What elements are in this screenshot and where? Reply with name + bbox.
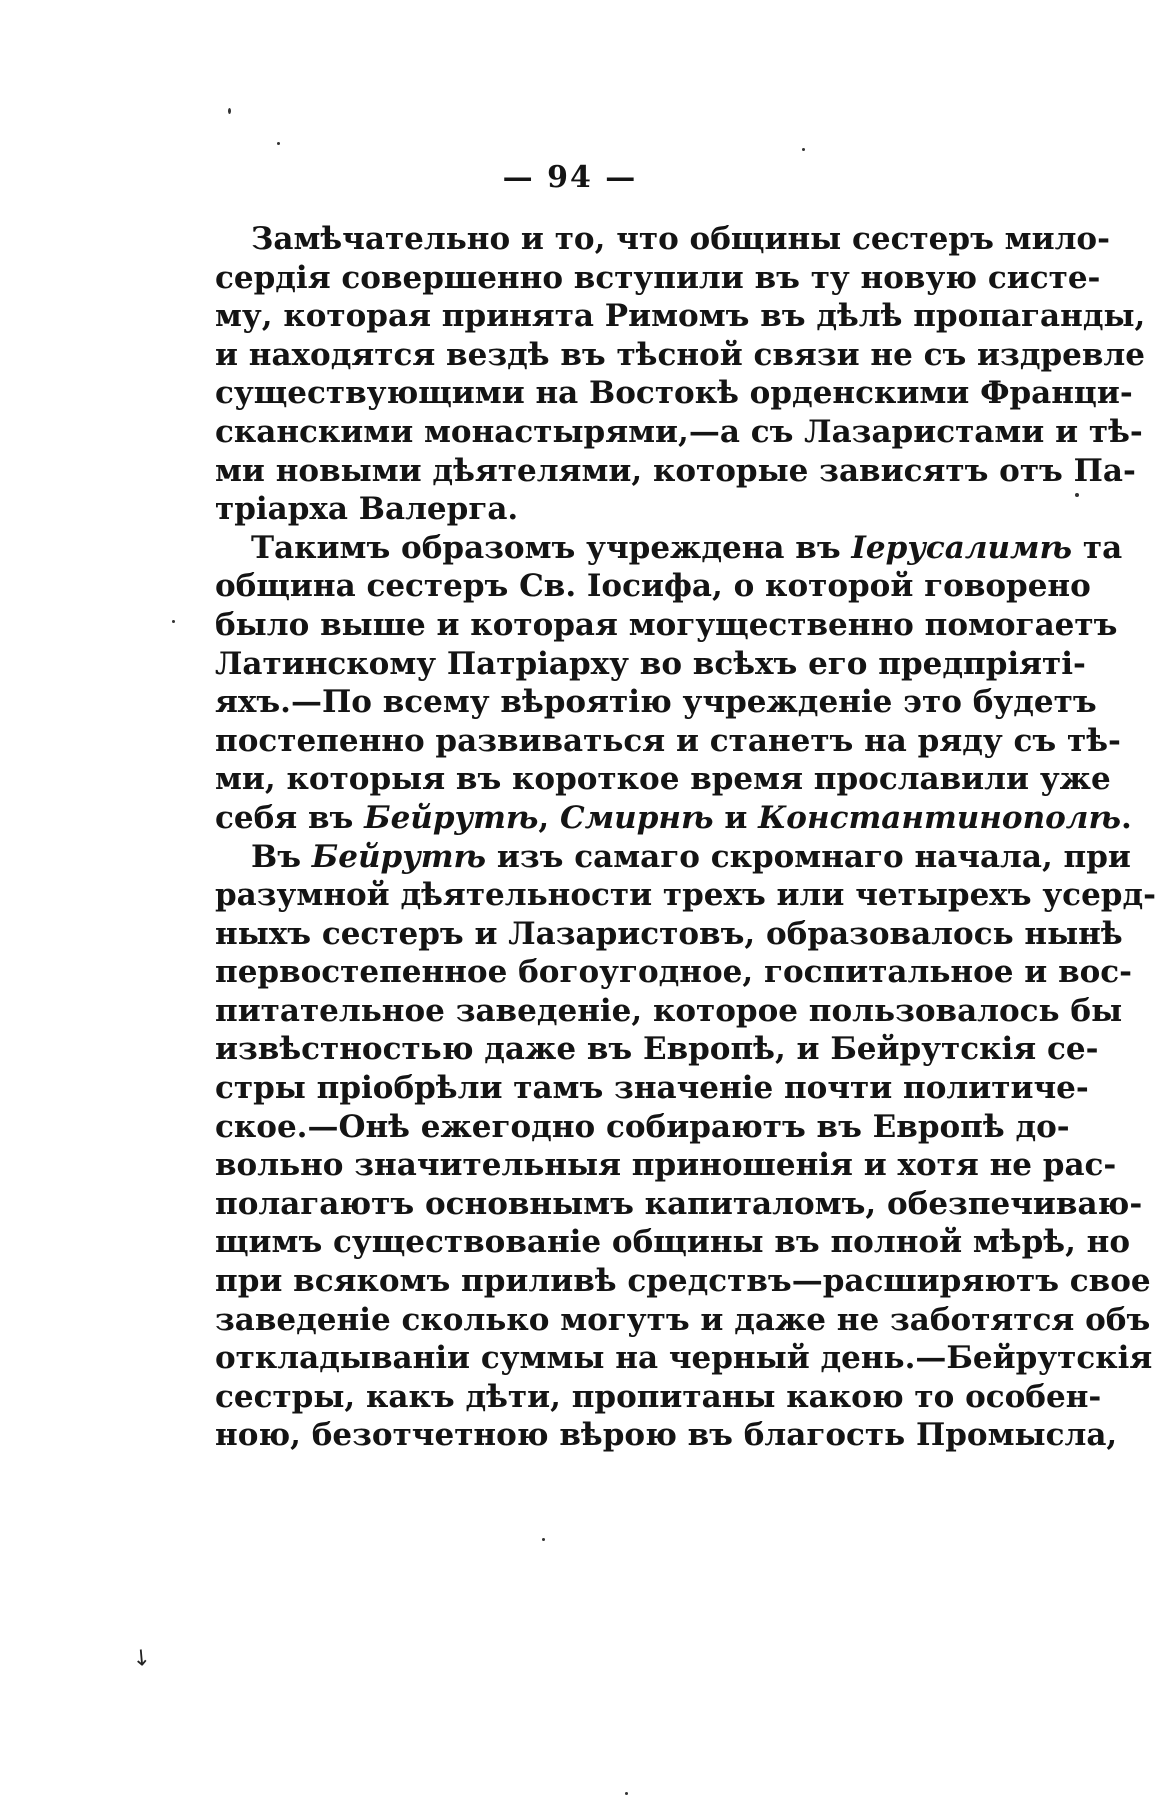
text-line: Замѣчательно и то, что общины сестеръ мило- — [251, 221, 1110, 257]
text-fragment: та — [1072, 529, 1123, 566]
text-line: ми новыми дѣятелями, которые зависятъ отъ Па- — [215, 452, 1136, 489]
scan-speck — [228, 108, 231, 114]
text-line: заведеніе сколько могутъ и даже не заботятся объ — [215, 1301, 1151, 1338]
body-text — [215, 220, 1156, 1455]
scan-speck — [277, 142, 280, 145]
text-line: при всякомъ приливѣ средствъ—расширяютъ свое — [215, 1263, 1151, 1300]
text-fragment: Такимъ образомъ учреждена въ — [251, 529, 852, 566]
text-line: община сестеръ Св. Іосифа, о которой говорено — [215, 568, 1091, 605]
text-line: ною, безотчетною вѣрою въ благость Промысла, — [215, 1417, 1118, 1454]
text-line: сестры, какъ дѣти, пропитаны какою то особен- — [215, 1378, 1102, 1415]
text-line: было выше и которая могущественно помогаетъ — [215, 606, 1118, 643]
text-line: питательное заведеніе, которое пользовалось бы — [215, 992, 1123, 1029]
italic-place-name: Бейрутѣ — [364, 799, 539, 836]
page-number: — 94 — — [502, 160, 638, 195]
text-line: щимъ существованіе общины въ полной мѣрѣ, но — [215, 1224, 1131, 1261]
italic-place-name: Константинополѣ — [758, 799, 1122, 836]
paragraph-2 — [215, 529, 1132, 838]
text-fragment: и — [713, 799, 759, 836]
text-line — [215, 838, 1131, 877]
text-line: яхъ.—По всему вѣроятію учрежденіе это будетъ — [215, 684, 1097, 721]
text-line: Латинскому Патріарху во всѣхъ его предпріяті- — [215, 645, 1086, 682]
text-fragment: . — [1121, 799, 1132, 836]
text-fragment: изъ самаго скромнаго начала, при — [486, 838, 1131, 875]
text-line: ныхъ сестеръ и Лазаристовъ, образовалось нынѣ — [215, 915, 1123, 952]
text-line: му, которая принята Римомъ въ дѣлѣ пропаганды, — [215, 298, 1146, 335]
paragraph-1 — [215, 220, 1146, 529]
scan-mark: ↘ — [126, 1641, 157, 1674]
text-line: сканскими монастырями,—а съ Лазаристами и тѣ- — [215, 413, 1143, 450]
text-fragment: , — [538, 799, 561, 836]
scan-speck — [542, 1538, 545, 1541]
text-line: вольно значительныя приношенія и хотя не рас- — [215, 1147, 1117, 1184]
text-line: и находятся вездѣ въ тѣсной связи не съ издревле — [215, 336, 1145, 373]
scan-speck — [1075, 493, 1079, 497]
text-line: постепенно развиваться и станетъ на ряду съ тѣ- — [215, 722, 1121, 759]
text-line: стры пріобрѣли тамъ значеніе почти политиче- — [215, 1070, 1089, 1107]
scan-speck — [802, 148, 805, 151]
italic-place-name: Іерусалимѣ — [851, 529, 1073, 566]
paragraph-3 — [215, 838, 1156, 1456]
text-line: полагаютъ основнымъ капиталомъ, обезпечиваю- — [215, 1185, 1143, 1222]
text-line — [215, 799, 1132, 838]
scan-speck — [172, 620, 175, 623]
italic-place-name: Смирнѣ — [560, 799, 714, 836]
text-line: тріарха Валерга. — [215, 491, 519, 528]
text-line: существующими на Востокѣ орденскими Франци- — [215, 375, 1133, 412]
text-line: ское.—Онѣ ежегодно собираютъ въ Европѣ до- — [215, 1108, 1070, 1145]
text-line: ми, которыя въ короткое время прославили уже — [215, 761, 1111, 798]
text-line: разумной дѣятельности трехъ или четырехъ усерд- — [215, 877, 1156, 914]
italic-place-name: Бейрутѣ — [311, 838, 487, 875]
text-line: сердія совершенно вступили въ ту новую систе- — [215, 259, 1101, 296]
text-fragment: Въ — [251, 838, 312, 875]
text-line — [215, 529, 1123, 568]
text-line: откладываніи суммы на черный день.—Бейрутскія — [215, 1340, 1153, 1377]
text-fragment: себя въ — [215, 799, 365, 836]
text-line: первостепенное богоугодное, госпитальное и вос- — [215, 954, 1133, 991]
text-line: извѣстностью даже въ Европѣ, и Бейрутскія се- — [215, 1031, 1099, 1068]
